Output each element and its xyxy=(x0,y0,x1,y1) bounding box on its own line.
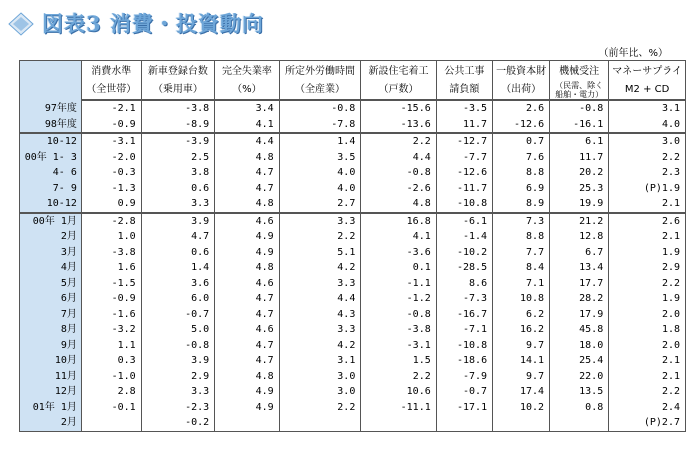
col-header-sub: 請負額 xyxy=(436,81,492,100)
table-row xyxy=(20,165,686,181)
table-cell: 2.6 xyxy=(609,213,686,230)
col-header-sub: （乗用車） xyxy=(141,81,215,100)
row-label: 01年 1月 xyxy=(20,400,82,416)
table-cell: 2.2 xyxy=(609,384,686,400)
table-cell xyxy=(361,415,436,431)
table-cell: 6.1 xyxy=(550,133,609,150)
table-cell: -3.6 xyxy=(361,245,436,261)
table-cell: -0.7 xyxy=(436,384,492,400)
table-cell: 6.0 xyxy=(141,291,215,307)
table-cell: 3.9 xyxy=(141,213,215,230)
table-cell: 4.8 xyxy=(361,196,436,213)
table-cell: 14.1 xyxy=(493,353,550,369)
table-cell: -10.2 xyxy=(436,245,492,261)
table-cell: -3.1 xyxy=(81,133,141,150)
table-cell: 4.9 xyxy=(215,400,279,416)
table-cell: -28.5 xyxy=(436,260,492,276)
table-cell: 0.3 xyxy=(81,353,141,369)
data-table-wrapper xyxy=(19,60,686,432)
row-label: 2月 xyxy=(20,229,82,245)
table-row xyxy=(20,117,686,134)
table-cell: -0.9 xyxy=(81,291,141,307)
table-cell: 9.7 xyxy=(493,369,550,385)
table-row xyxy=(20,384,686,400)
table-cell: 0.8 xyxy=(550,400,609,416)
table-row xyxy=(20,133,686,150)
table-cell: 25.3 xyxy=(550,181,609,197)
table-cell: -11.1 xyxy=(361,400,436,416)
table-cell: 4.7 xyxy=(215,307,279,323)
page-title-area xyxy=(6,6,306,40)
table-cell: -3.8 xyxy=(141,100,215,117)
table-cell: 4.4 xyxy=(361,150,436,166)
table-cell: -7.8 xyxy=(279,117,361,134)
table-cell: -7.1 xyxy=(436,322,492,338)
table-cell: 10.6 xyxy=(361,384,436,400)
table-cell: -2.6 xyxy=(361,181,436,197)
table-cell: -18.6 xyxy=(436,353,492,369)
table-cell: 4.8 xyxy=(215,150,279,166)
table-cell: 4.7 xyxy=(215,181,279,197)
row-label: 7月 xyxy=(20,307,82,323)
table-cell: 2.9 xyxy=(141,369,215,385)
table-cell: 4.2 xyxy=(279,338,361,354)
table-cell: -0.8 xyxy=(550,100,609,117)
table-cell: 3.5 xyxy=(279,150,361,166)
table-cell: 0.1 xyxy=(361,260,436,276)
table-cell: 3.4 xyxy=(215,100,279,117)
table-cell: 3.0 xyxy=(279,384,361,400)
table-cell: 4.7 xyxy=(215,165,279,181)
table-cell: 1.4 xyxy=(279,133,361,150)
table-cell: -7.3 xyxy=(436,291,492,307)
table-cell: -10.8 xyxy=(436,338,492,354)
table-cell: 3.0 xyxy=(609,133,686,150)
table-cell: 4.6 xyxy=(215,213,279,230)
table-cell: -0.8 xyxy=(361,165,436,181)
table-cell: -3.2 xyxy=(81,322,141,338)
table-cell: 9.7 xyxy=(493,338,550,354)
table-cell: 0.6 xyxy=(141,181,215,197)
table-cell: -17.1 xyxy=(436,400,492,416)
row-label: 7- 9 xyxy=(20,181,82,197)
table-cell: 4.2 xyxy=(279,260,361,276)
table-cell: 2.1 xyxy=(609,229,686,245)
table-cell: 4.1 xyxy=(215,117,279,134)
table-cell: -6.1 xyxy=(436,213,492,230)
table-cell: 4.0 xyxy=(279,181,361,197)
table-cell: -1.0 xyxy=(81,369,141,385)
table-cell: 12.8 xyxy=(550,229,609,245)
col-header-sub: （民需、除く船舶・電力） xyxy=(550,81,609,100)
table-cell: 16.8 xyxy=(361,213,436,230)
diamond-icon xyxy=(8,12,34,36)
col-header-name: 機械受注 xyxy=(550,61,609,82)
table-cell: -0.9 xyxy=(81,117,141,134)
table-cell: -3.1 xyxy=(361,338,436,354)
table-cell: 2.1 xyxy=(609,353,686,369)
table-cell: 4.8 xyxy=(215,196,279,213)
row-label: 5月 xyxy=(20,276,82,292)
table-cell: 0.6 xyxy=(141,245,215,261)
table-cell: -7.7 xyxy=(436,150,492,166)
col-header-sub: M2 + CD xyxy=(609,81,686,100)
table-cell: 5.0 xyxy=(141,322,215,338)
table-row xyxy=(20,245,686,261)
table-cell: 7.6 xyxy=(493,150,550,166)
table-cell: 2.1 xyxy=(609,369,686,385)
table-cell: 18.0 xyxy=(550,338,609,354)
table-cell: 2.5 xyxy=(141,150,215,166)
table-cell: 11.7 xyxy=(550,150,609,166)
table-row xyxy=(20,150,686,166)
col-header-name: 所定外労働時間 xyxy=(279,61,361,82)
table-cell: 22.0 xyxy=(550,369,609,385)
table-cell: 2.3 xyxy=(609,165,686,181)
table-cell: -13.6 xyxy=(361,117,436,134)
table-cell: -1.3 xyxy=(81,181,141,197)
row-label: 98年度 xyxy=(20,117,82,134)
table-cell: -3.8 xyxy=(81,245,141,261)
table-cell: 3.3 xyxy=(279,322,361,338)
row-label: 11月 xyxy=(20,369,82,385)
row-label: 6月 xyxy=(20,291,82,307)
table-cell: 4.7 xyxy=(141,229,215,245)
table-cell: 45.8 xyxy=(550,322,609,338)
table-cell: 8.6 xyxy=(436,276,492,292)
table-cell: -1.2 xyxy=(361,291,436,307)
col-header-name: 新設住宅着工 xyxy=(361,61,436,82)
table-cell: 1.6 xyxy=(81,260,141,276)
table-row xyxy=(20,229,686,245)
table-cell: 4.7 xyxy=(215,353,279,369)
table-cell: 1.0 xyxy=(81,229,141,245)
table-row xyxy=(20,322,686,338)
table-cell: 16.2 xyxy=(493,322,550,338)
table-cell: 8.8 xyxy=(493,165,550,181)
table-row xyxy=(20,400,686,416)
row-label: 10-12 xyxy=(20,196,82,213)
table-row xyxy=(20,276,686,292)
row-label: 10月 xyxy=(20,353,82,369)
table-cell: 1.8 xyxy=(609,322,686,338)
table-row xyxy=(20,369,686,385)
table-cell: 4.9 xyxy=(215,384,279,400)
table-cell: 4.8 xyxy=(215,260,279,276)
table-row xyxy=(20,307,686,323)
row-label: 8月 xyxy=(20,322,82,338)
col-header-sub: （%） xyxy=(215,81,279,100)
table-cell: 19.9 xyxy=(550,196,609,213)
corner-cell xyxy=(20,61,82,101)
row-label: 00年 1- 3 xyxy=(20,150,82,166)
row-label: 12月 xyxy=(20,384,82,400)
table-cell: -3.8 xyxy=(361,322,436,338)
table-cell: -0.3 xyxy=(81,165,141,181)
table-cell: 13.5 xyxy=(550,384,609,400)
table-cell: 10.8 xyxy=(493,291,550,307)
table-cell: -12.6 xyxy=(493,117,550,134)
table-cell: 1.9 xyxy=(609,291,686,307)
table-cell: 10.2 xyxy=(493,400,550,416)
table-cell: -10.8 xyxy=(436,196,492,213)
table-cell: 4.0 xyxy=(609,117,686,134)
table-cell: 2.7 xyxy=(279,196,361,213)
table-cell: 2.2 xyxy=(279,229,361,245)
table-cell: 4.3 xyxy=(279,307,361,323)
table-cell: (P)1.9 xyxy=(609,181,686,197)
table-cell: -2.3 xyxy=(141,400,215,416)
table-cell: 11.7 xyxy=(436,117,492,134)
table-cell: 6.9 xyxy=(493,181,550,197)
table-cell: -3.5 xyxy=(436,100,492,117)
table-cell: 1.4 xyxy=(141,260,215,276)
table-cell: 7.3 xyxy=(493,213,550,230)
table-cell: 4.1 xyxy=(361,229,436,245)
table-cell: 21.2 xyxy=(550,213,609,230)
table-cell: 3.3 xyxy=(141,384,215,400)
table-cell: 2.6 xyxy=(493,100,550,117)
row-label: 9月 xyxy=(20,338,82,354)
table-cell: 7.1 xyxy=(493,276,550,292)
table-cell: 2.2 xyxy=(361,133,436,150)
col-header-sub: （出荷） xyxy=(493,81,550,100)
table-cell: 4.9 xyxy=(215,245,279,261)
table-cell: 4.4 xyxy=(215,133,279,150)
table-cell: 2.8 xyxy=(81,384,141,400)
table-cell: 3.6 xyxy=(141,276,215,292)
table-cell: 4.6 xyxy=(215,276,279,292)
col-header-name: 公共工事 xyxy=(436,61,492,82)
table-cell: 2.2 xyxy=(609,150,686,166)
table-row xyxy=(20,338,686,354)
table-row xyxy=(20,213,686,230)
row-label: 4月 xyxy=(20,260,82,276)
table-cell: 3.1 xyxy=(279,353,361,369)
header-row-names xyxy=(20,61,686,82)
table-row xyxy=(20,260,686,276)
table-cell: -11.7 xyxy=(436,181,492,197)
table-cell: 8.4 xyxy=(493,260,550,276)
col-header-name: マネーサプライ xyxy=(609,61,686,82)
table-cell: 2.2 xyxy=(361,369,436,385)
col-header-sub: （全産業） xyxy=(279,81,361,100)
table-cell: -2.1 xyxy=(81,100,141,117)
col-header-sub: （全世帯） xyxy=(81,81,141,100)
col-header-name: 完全失業率 xyxy=(215,61,279,82)
col-header-sub: （戸数） xyxy=(361,81,436,100)
table-cell xyxy=(436,415,492,431)
table-cell: 3.0 xyxy=(279,369,361,385)
table-cell: 8.9 xyxy=(493,196,550,213)
table-cell: 1.1 xyxy=(81,338,141,354)
table-cell: -0.7 xyxy=(141,307,215,323)
row-label: 10-12 xyxy=(20,133,82,150)
unit-note: （前年比、%） xyxy=(598,48,668,59)
data-table xyxy=(19,60,686,432)
table-row xyxy=(20,196,686,213)
table-cell: 2.0 xyxy=(609,307,686,323)
table-cell: 8.8 xyxy=(493,229,550,245)
table-cell xyxy=(279,415,361,431)
table-cell: 3.3 xyxy=(141,196,215,213)
table-cell: 2.1 xyxy=(609,196,686,213)
table-cell xyxy=(81,415,141,431)
table-row xyxy=(20,181,686,197)
table-cell: 1.5 xyxy=(361,353,436,369)
table-cell: 2.0 xyxy=(609,338,686,354)
table-cell: 4.7 xyxy=(215,338,279,354)
table-cell: -1.5 xyxy=(81,276,141,292)
table-row xyxy=(20,291,686,307)
table-cell: -0.8 xyxy=(279,100,361,117)
table-cell: 17.9 xyxy=(550,307,609,323)
table-cell: 6.2 xyxy=(493,307,550,323)
table-cell: 0.7 xyxy=(493,133,550,150)
table-cell: 5.1 xyxy=(279,245,361,261)
table-cell: -1.1 xyxy=(361,276,436,292)
header-row-subs xyxy=(20,81,686,100)
table-cell: -16.1 xyxy=(550,117,609,134)
table-cell xyxy=(215,415,279,431)
table-cell: -0.8 xyxy=(361,307,436,323)
table-cell: 20.2 xyxy=(550,165,609,181)
table-cell: 4.4 xyxy=(279,291,361,307)
table-cell: 2.9 xyxy=(609,260,686,276)
table-cell: -0.1 xyxy=(81,400,141,416)
table-cell: 7.7 xyxy=(493,245,550,261)
table-cell: -16.7 xyxy=(436,307,492,323)
table-row xyxy=(20,353,686,369)
table-body xyxy=(20,100,686,431)
table-cell: 28.2 xyxy=(550,291,609,307)
table-cell: 1.9 xyxy=(609,245,686,261)
table-cell: 4.6 xyxy=(215,322,279,338)
table-cell: 2.2 xyxy=(609,276,686,292)
table-cell: -12.7 xyxy=(436,133,492,150)
table-cell: -0.8 xyxy=(141,338,215,354)
table-cell: 3.8 xyxy=(141,165,215,181)
table-cell: -8.9 xyxy=(141,117,215,134)
table-cell: -1.4 xyxy=(436,229,492,245)
row-label: 4- 6 xyxy=(20,165,82,181)
table-cell: 4.9 xyxy=(215,229,279,245)
table-cell: 4.7 xyxy=(215,291,279,307)
row-label: 2月 xyxy=(20,415,82,431)
col-header-name: 新車登録台数 xyxy=(141,61,215,82)
row-label: 00年 1月 xyxy=(20,213,82,230)
table-cell: -2.8 xyxy=(81,213,141,230)
table-cell: -0.2 xyxy=(141,415,215,431)
table-cell: 3.9 xyxy=(141,353,215,369)
table-cell: 3.1 xyxy=(609,100,686,117)
page-title: 図表3 消費・投資動向 xyxy=(42,11,264,36)
table-row xyxy=(20,100,686,117)
table-cell: 4.8 xyxy=(215,369,279,385)
col-header-name: 消費水準 xyxy=(81,61,141,82)
table-cell: 3.3 xyxy=(279,213,361,230)
table-cell: 6.7 xyxy=(550,245,609,261)
table-cell: 4.0 xyxy=(279,165,361,181)
table-cell: 17.4 xyxy=(493,384,550,400)
table-cell: 25.4 xyxy=(550,353,609,369)
table-cell: 2.2 xyxy=(279,400,361,416)
table-cell: -12.6 xyxy=(436,165,492,181)
table-cell: 17.7 xyxy=(550,276,609,292)
table-cell: -1.6 xyxy=(81,307,141,323)
table-cell xyxy=(493,415,550,431)
table-cell: -2.0 xyxy=(81,150,141,166)
row-label: 3月 xyxy=(20,245,82,261)
table-cell: 2.4 xyxy=(609,400,686,416)
table-cell: -3.9 xyxy=(141,133,215,150)
table-cell: 3.3 xyxy=(279,276,361,292)
table-cell: -15.6 xyxy=(361,100,436,117)
row-label: 97年度 xyxy=(20,100,82,117)
table-cell: (P)2.7 xyxy=(609,415,686,431)
table-cell: -7.9 xyxy=(436,369,492,385)
table-cell xyxy=(550,415,609,431)
table-cell: 13.4 xyxy=(550,260,609,276)
table-row xyxy=(20,415,686,431)
table-cell: 0.9 xyxy=(81,196,141,213)
col-header-name: 一般資本財 xyxy=(493,61,550,82)
